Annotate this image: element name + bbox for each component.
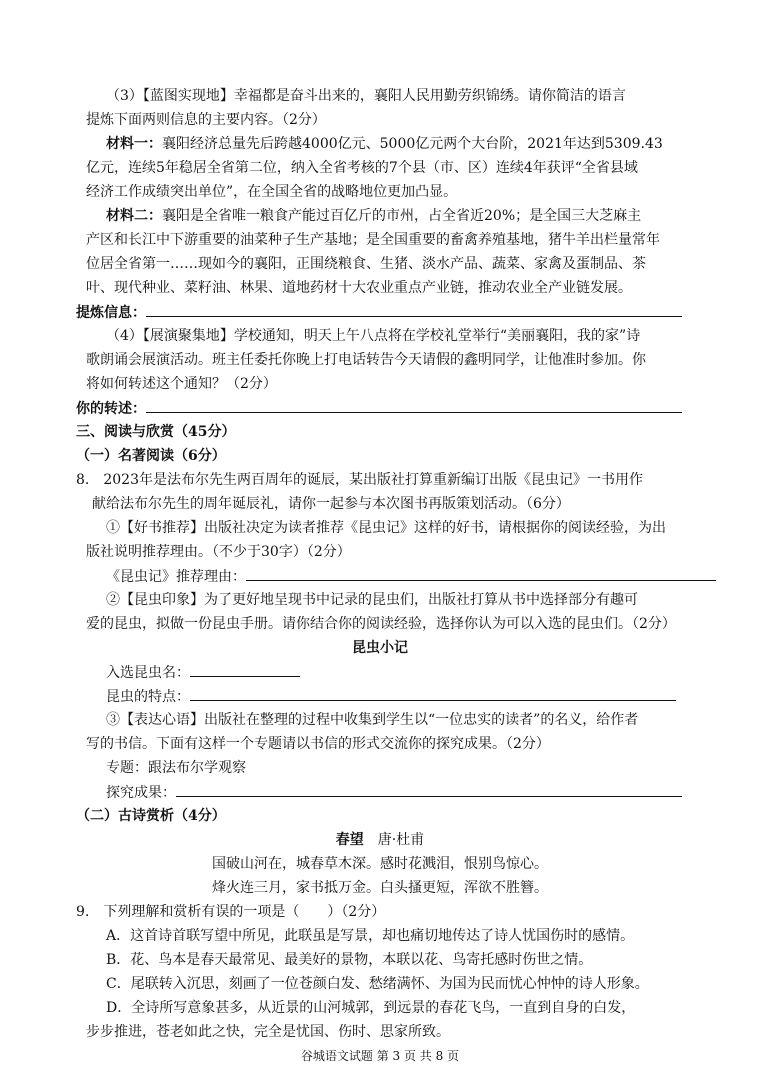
- insect-name-row: [106, 662, 760, 683]
- sub3-result-row: [106, 782, 760, 803]
- material-1-text-1: 襄阳经济总量先后跨越4000亿元、5000亿元两个大台阶，2021年达到5309.43: [162, 136, 663, 152]
- q4-answer-line[interactable]: [146, 398, 682, 413]
- q4-answer-label: 你的转述：: [76, 401, 146, 417]
- material-1-line-1: [106, 134, 760, 154]
- q3-answer-label: 提炼信息：: [76, 305, 146, 321]
- q4-line-3: 将如何转述这个通知？（2分）: [86, 376, 277, 392]
- q3-answer-line[interactable]: [146, 302, 682, 317]
- q9-option-d-line-1: D．全诗所写意象甚多，从近景的山河城郭，到远景的春花飞鸟，一直到自身的白发，: [106, 1000, 636, 1016]
- material-1-line-2: 亿元，连续5年稳居全省第二位，纳入全省考核的7个县（市、区）连续4年获评“全省县域: [86, 160, 638, 176]
- poem-line-2: 烽火连三月，家书抵万金。白头搔更短，浑欲不胜簪。: [212, 880, 548, 896]
- sub1-answer-line[interactable]: [246, 566, 716, 581]
- sub3-result-label: 探究成果：: [106, 785, 176, 801]
- q3-line-2: 提炼下面两则信息的主要内容。（2分）: [86, 112, 326, 128]
- q4-answer-row: [76, 398, 760, 419]
- poem-author: 唐·杜甫: [377, 832, 425, 848]
- q3-answer-row: [76, 302, 760, 323]
- poem-line-1: 国破山河在，城春草木深。感时花溅泪，恨别鸟惊心。: [212, 856, 548, 872]
- q9-option-a: A．这首诗首联写望中所见，此联虽是写景，却也痛切地传达了诗人忧国伤时的感情。: [106, 928, 635, 944]
- insect-feature-label: 昆虫的特点：: [106, 689, 190, 705]
- insect-feature-line[interactable]: [190, 686, 676, 701]
- sub3-result-line[interactable]: [176, 782, 682, 797]
- material-2-label: 材料二：: [106, 208, 162, 224]
- material-1-line-3: 经济工作成绩突出单位”，在全国全省的战略地位更加凸显。: [86, 184, 458, 200]
- q9-option-c: C．尾联转入沉思，刻画了一位苍颜白发、愁绪满怀、为国为民而忧心忡忡的诗人形象。: [106, 976, 649, 992]
- insect-name-label: 入选昆虫名：: [106, 665, 190, 681]
- sub1-answer-row: [106, 566, 760, 587]
- insect-card-title: 昆虫小记: [352, 640, 408, 656]
- q4-line-1: （4）【展演聚集地】学校通知，明天上午八点将在学校礼堂举行“美丽襄阳，我的家”诗: [106, 328, 641, 344]
- material-2-line-4: 叶、现代种业、菜籽油、林果、道地药材十大农业重点产业链，推动农业全产业链发展。: [86, 280, 632, 296]
- q8-line-2: 献给法布尔先生的周年诞辰礼，请你一起参与本次图书再版策划活动。（6分）: [92, 496, 570, 512]
- part-2-title: （二）古诗赏析（4分）: [76, 808, 226, 824]
- q9-option-b: B．花、鸟本是春天最常见、最美好的景物，本联以花、鸟寄托感时伤世之情。: [106, 952, 593, 968]
- sub2-line-1: ②【昆虫印象】为了更好地呈现书中记录的昆虫们，出版社打算从书中选择部分有趣可: [106, 592, 638, 608]
- material-1-label: 材料一：: [106, 136, 162, 152]
- insect-name-line[interactable]: [190, 662, 300, 677]
- sub3-topic: 专题：跟法布尔学观察: [106, 760, 246, 776]
- sub2-line-2: 爱的昆虫，拟做一份昆虫手册。请你结合你的阅读经验，选择你认为可以入选的昆虫们。（2分）: [86, 616, 676, 632]
- section-3-title: 三、阅读与欣赏（45分）: [76, 424, 236, 440]
- sub1-answer-label: 《昆虫记》推荐理由：: [106, 569, 246, 585]
- page-footer: 谷城语文试题 第 3 页 共 8 页: [300, 1049, 460, 1063]
- q8-line-1: 8. 2023年是法布尔先生两百周年的诞辰，某出版社打算重新编订出版《昆虫记》一书用作: [76, 472, 643, 488]
- poem-heading: [0, 830, 760, 850]
- material-2-line-1: [106, 206, 760, 226]
- material-2-line-2: 产区和长江中下游重要的油菜种子生产基地；是全国重要的畜禽养殖基地，猪牛羊出栏量常年: [86, 232, 660, 248]
- q4-line-2: 歌朗诵会展演活动。班主任委托你晚上打电话转告今天请假的鑫明同学，让他准时参加。你: [86, 352, 646, 368]
- material-2-line-3: 位居全省第一……现如今的襄阳，正围绕粮食、生猪、淡水产品、蔬菜、家禽及蛋制品、茶: [86, 256, 646, 272]
- part-1-title: （一）名著阅读（6分）: [76, 448, 226, 464]
- sub1-line-2: 版社说明推荐理由。（不少于30字）（2分）: [86, 544, 351, 560]
- material-2-text-1: 襄阳是全省唯一粮食产能过百亿斤的市州，占全省近20%；是全国三大芝麻主: [162, 208, 642, 224]
- sub3-line-1: ③【表达心语】出版社在整理的过程中收集到学生以“一位忠实的读者”的名义，给作者: [106, 712, 639, 728]
- sub1-line-1: ①【好书推荐】出版社决定为读者推荐《昆虫记》这样的好书，请根据你的阅读经验，为出: [106, 520, 666, 536]
- q9-stem: 9. 下列理解和赏析有误的一项是（ ）（2分）: [76, 904, 386, 920]
- q9-option-d-line-2: 步步推进，苍老如此之快，完全是忧国、伤时、思家所致。: [86, 1024, 450, 1040]
- sub3-line-2: 写的书信。下面有这样一个专题请以书信的形式交流你的探究成果。（2分）: [86, 736, 550, 752]
- q3-line-1: （3）【蓝图实现地】幸福都是奋斗出来的，襄阳人民用勤劳织锦绣。请你简洁的语言: [106, 88, 626, 104]
- insect-feature-row: [106, 686, 760, 707]
- poem-title: 春望: [335, 832, 364, 848]
